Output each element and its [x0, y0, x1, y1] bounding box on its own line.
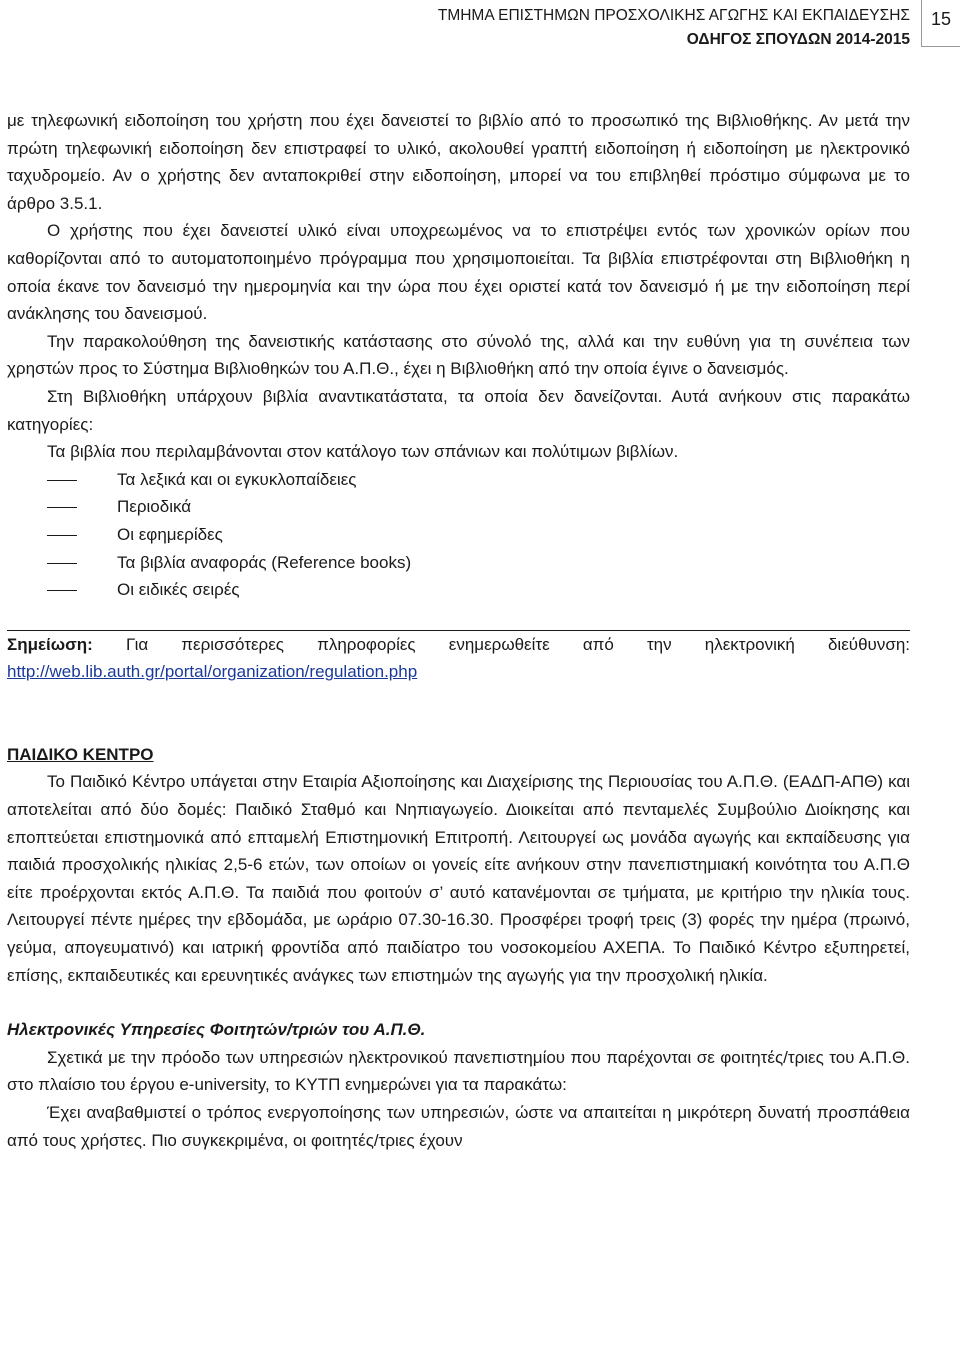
note-paragraph: [7, 630, 910, 686]
regulation-link[interactable]: http://web.lib.auth.gr/portal/organization/regulation.php: [7, 662, 418, 682]
paragraph-library-notification: με τηλεφωνική ειδοποίηση του χρήστη που έχει δανειστεί το βιβλίο από το προσωπικό της Βιβλιοθήκης. Αν μετά την πρώτη τηλεφωνική ειδοποίηση δεν επιστραφεί το υλικό, ακολουθεί γραπτή ειδοποίηση ή ειδοποίηση με ηλεκτρονικό ταχυδρομείο. Αν ο χρήστης δεν ανταποκριθεί στην ειδοποίηση, μπορεί να του επιβληθεί πρόστιμο σύμφωνα με το άρθρο 3.5.1.: [7, 111, 910, 213]
header-guide-title: ΟΔΗΓΟΣ ΣΠΟΥΔΩΝ 2014-2015: [686, 31, 910, 48]
paragraph-rare-books: Τα βιβλία που περιλαμβάνονται στον κατάλογο των σπάνιων και πολύτιμων βιβλίων.: [47, 442, 679, 462]
heading-children-center: ΠΑΙΔΙΚΟ ΚΕΝΤΡΟ: [7, 744, 154, 764]
list-item: Τα βιβλία αναφοράς (Reference books): [7, 549, 910, 577]
dash-bullet: [47, 480, 77, 481]
heading-eservices: Ηλεκτρονικές Υπηρεσίες Φοιτητών/τριών του Α.Π.Θ.: [7, 1020, 426, 1040]
note-label: Σημείωση:: [7, 634, 93, 654]
page-header: [0, 0, 960, 58]
note-text: Για περισσότερες πληροφορίες ενημερωθείτε από την ηλεκτρονική διεύθυνση:: [92, 634, 910, 654]
paragraph-return-obligation: Ο χρήστης που έχει δανειστεί υλικό είναι υποχρεωμένος να το επιστρέψει εντός των χρονικών ορίων που καθορίζονται από το αυτοματοποιημένο πρόγραμμα που χρησιμοποιείται. Τα βιβλία επιστρέφονται στη Βιβλιοθήκη η οποία έκανε τον δανεισμό την ημερομηνία και την ώρα που έχει οριστεί κατά τον δανεισμό ή με την ειδοποίηση περί ανάκλησης του δανεισμού.: [7, 221, 910, 324]
list-item: Περιοδικά: [7, 493, 910, 521]
dash-bullet: [47, 507, 77, 508]
paragraph-children-center: Το Παιδικό Κέντρο υπάγεται στην Εταιρία Αξιοποίησης και Διαχείρισης της Περιουσίας του Α.Π.Θ. (ΕΑΔΠ-ΑΠΘ) και αποτελείται από δύο δομές: Παιδικό Σταθμό και Νηπιαγωγείο. Διοικείται από πενταμελές Συμβούλιο Διοίκησης και εποπτεύεται επιστημονικά από επταμελή Επιστημονική Επιτροπή. Λειτουργεί ως μονάδα αγωγής και εκπαίδευσης για παιδιά προσχολικής ηλικίας 2,5-6 ετών, των οποίων οι γονείς είτε ανήκουν στην πανεπιστημιακή κοινότητα του Α.Π.Θ είτε προέρχονται εκτός Α.Π.Θ. Τα παιδιά που φοιτούν σ’ αυτό κατανέμονται σε τμήματα, με κριτήριο την ηλικία τους. Λειτουργεί πέντε ημέρες την εβδομάδα, με ωράριο 07.30-16.30. Προσφέρει τροφή τρεις (3) φορές την ημέρα (πρωινό, γεύμα, απογευματινό) και ιατρική φροντίδα από παιδίατρο του νοσοκομείου ΑΧΕΠΑ. Το Παιδικό Κέντρο εξυπηρετεί, επίσης, εκπαιδευτικές και ερευνητικές ανάγκες των επιστημών της αγωγής για την προσχολική ηλικία.: [7, 772, 910, 985]
dash-bullet: [47, 590, 77, 591]
non-lendable-list: [7, 466, 910, 604]
page-body: [7, 107, 910, 1154]
header-department: ΤΜΗΜΑ ΕΠΙΣΤΗΜΩΝ ΠΡΟΣΧΟΛΙΚΗΣ ΑΓΩΓΗΣ ΚΑΙ ΕΚΠΑΙΔΕΥΣΗΣ: [437, 7, 910, 24]
paragraph-loan-monitoring: Την παρακολούθηση της δανειστικής κατάστασης στο σύνολό της, αλλά και την ευθύνη για τη συνέπεια των χρηστών προς το Σύστημα Βιβλιοθηκών του Α.Π.Θ., έχει η Βιβλιοθήκη από την οποία έγινε ο δανεισμός.: [7, 331, 910, 379]
list-item: Τα λεξικά και οι εγκυκλοπαίδειες: [7, 466, 910, 494]
list-item: Οι ειδικές σειρές: [7, 576, 910, 604]
header-text: [438, 4, 910, 52]
dash-bullet: [47, 535, 77, 536]
paragraph-eservices-intro: Σχετικά με την πρόοδο των υπηρεσιών ηλεκτρονικού πανεπιστημίου που παρέχονται σε φοιτητές/τριες του Α.Π.Θ. στο πλαίσιο του έργου e-university, το ΚΥΤΠ ενημερώνει για τα παρακάτω:: [7, 1047, 910, 1095]
list-item: Οι εφημερίδες: [7, 521, 910, 549]
page-number: 15: [921, 0, 960, 47]
dash-bullet: [47, 563, 77, 564]
paragraph-eservices-upgrade: Έχει αναβαθμιστεί ο τρόπος ενεργοποίησης των υπηρεσιών, ώστε να απαιτείται η μικρότερη δυνατή προσπάθεια από τους χρήστες. Πιο συγκεκριμένα, οι φοιτητές/τριες έχουν: [7, 1103, 910, 1150]
paragraph-non-lendable: Στη Βιβλιοθήκη υπάρχουν βιβλία αναντικατάστατα, τα οποία δεν δανείζονται. Αυτά ανήκουν στις παρακάτω κατηγορίες:: [7, 386, 910, 434]
